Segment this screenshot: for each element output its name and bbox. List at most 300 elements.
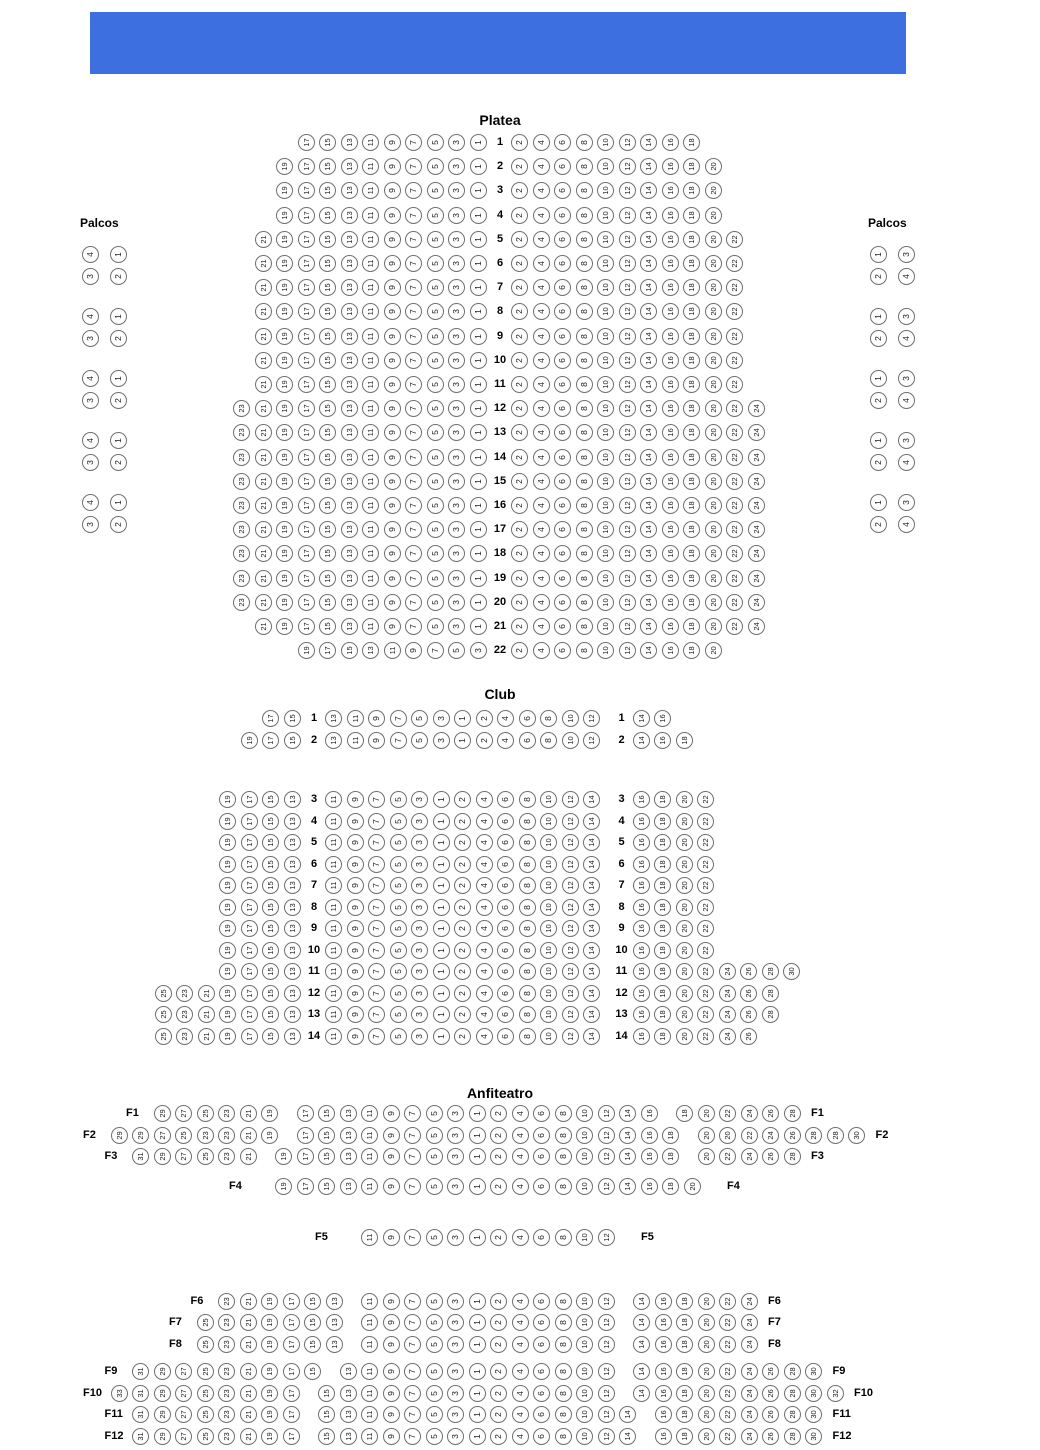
- club-seat-row-14-num-17[interactable]: 17: [241, 1028, 258, 1045]
- club-seat-row-2-num-11[interactable]: 11: [347, 732, 364, 749]
- anfiteatro-seat-row-F12-num-14[interactable]: 14: [619, 1428, 636, 1445]
- anfiteatro-seat-row-F3-num-27[interactable]: 27: [175, 1148, 192, 1165]
- platea-seat-row-22-num-6[interactable]: 6: [554, 642, 571, 659]
- anfiteatro-seat-row-F3-num-6[interactable]: 6: [533, 1148, 550, 1165]
- platea-seat-row-13-num-17[interactable]: 17: [298, 424, 315, 441]
- anfiteatro-seat-row-F12-num-5[interactable]: 5: [426, 1428, 443, 1445]
- club-seat-row-4-num-2[interactable]: 2: [454, 813, 471, 830]
- platea-seat-row-20-num-23[interactable]: 23: [233, 594, 250, 611]
- club-seat-row-11-num-28[interactable]: 28: [762, 963, 779, 980]
- anfiteatro-seat-row-F6-num-2[interactable]: 2: [490, 1293, 507, 1310]
- anfiteatro-seat-row-F11-num-26[interactable]: 26: [762, 1406, 779, 1423]
- club-seat-row-13-num-10[interactable]: 10: [540, 1006, 557, 1023]
- club-seat-row-12-num-21[interactable]: 21: [198, 985, 215, 1002]
- platea-seat-row-3-num-16[interactable]: 16: [662, 182, 679, 199]
- palco-right-2-seat-4[interactable]: 4: [898, 330, 915, 347]
- platea-seat-row-6-num-11[interactable]: 11: [362, 255, 379, 272]
- anfiteatro-seat-row-F10-num-9[interactable]: 9: [383, 1385, 400, 1402]
- anfiteatro-seat-row-F4-num-5[interactable]: 5: [426, 1178, 443, 1195]
- club-seat-row-4-num-14[interactable]: 14: [583, 813, 600, 830]
- anfiteatro-seat-row-F1-num-3[interactable]: 3: [447, 1105, 464, 1122]
- anfiteatro-seat-row-F7-num-10[interactable]: 10: [576, 1314, 593, 1331]
- club-seat-row-2-num-6[interactable]: 6: [519, 732, 536, 749]
- platea-seat-row-12-num-9[interactable]: 9: [384, 400, 401, 417]
- anfiteatro-seat-row-F12-num-22[interactable]: 22: [719, 1428, 736, 1445]
- palco-left-3-seat-3[interactable]: 3: [82, 392, 99, 409]
- platea-seat-row-3-num-1[interactable]: 1: [470, 182, 487, 199]
- anfiteatro-seat-row-F9-num-24[interactable]: 24: [741, 1363, 758, 1380]
- platea-seat-row-17-num-18[interactable]: 18: [683, 521, 700, 538]
- platea-seat-row-16-num-9[interactable]: 9: [384, 497, 401, 514]
- platea-seat-row-16-num-2[interactable]: 2: [511, 497, 528, 514]
- platea-seat-row-16-num-6[interactable]: 6: [554, 497, 571, 514]
- platea-seat-row-20-num-13[interactable]: 13: [341, 594, 358, 611]
- platea-seat-row-3-num-4[interactable]: 4: [533, 182, 550, 199]
- anfiteatro-seat-row-F4-num-4[interactable]: 4: [512, 1178, 529, 1195]
- anfiteatro-seat-row-F3-num-1[interactable]: 1: [469, 1148, 486, 1165]
- platea-seat-row-16-num-14[interactable]: 14: [640, 497, 657, 514]
- anfiteatro-seat-row-F2-num-11[interactable]: 11: [361, 1127, 378, 1144]
- platea-seat-row-20-num-17[interactable]: 17: [298, 594, 315, 611]
- platea-seat-row-11-num-15[interactable]: 15: [319, 376, 336, 393]
- club-seat-row-5-num-18[interactable]: 18: [654, 834, 671, 851]
- platea-seat-row-10-num-3[interactable]: 3: [448, 352, 465, 369]
- anfiteatro-seat-row-F9-num-13[interactable]: 13: [340, 1363, 357, 1380]
- platea-seat-row-16-num-22[interactable]: 22: [726, 497, 743, 514]
- club-seat-row-8-num-2[interactable]: 2: [454, 899, 471, 916]
- platea-seat-row-19-num-10[interactable]: 10: [597, 570, 614, 587]
- anfiteatro-seat-row-F9-num-25[interactable]: 25: [197, 1363, 214, 1380]
- anfiteatro-seat-row-F12-num-18[interactable]: 18: [676, 1428, 693, 1445]
- club-seat-row-8-num-18[interactable]: 18: [654, 899, 671, 916]
- club-seat-row-7-num-2[interactable]: 2: [454, 877, 471, 894]
- platea-seat-row-17-num-1[interactable]: 1: [470, 521, 487, 538]
- platea-seat-row-19-num-6[interactable]: 6: [554, 570, 571, 587]
- anfiteatro-seat-row-F12-num-12[interactable]: 12: [598, 1428, 615, 1445]
- platea-seat-row-9-num-15[interactable]: 15: [319, 328, 336, 345]
- platea-seat-row-6-num-10[interactable]: 10: [597, 255, 614, 272]
- club-seat-row-14-num-26[interactable]: 26: [740, 1028, 757, 1045]
- platea-seat-row-1-num-6[interactable]: 6: [554, 134, 571, 151]
- palco-left-4-seat-2[interactable]: 2: [110, 454, 127, 471]
- anfiteatro-seat-row-F3-num-23[interactable]: 23: [218, 1148, 235, 1165]
- club-seat-row-9-num-20[interactable]: 20: [676, 920, 693, 937]
- club-seat-row-13-num-14[interactable]: 14: [583, 1006, 600, 1023]
- platea-seat-row-7-num-7[interactable]: 7: [405, 279, 422, 296]
- platea-seat-row-21-num-16[interactable]: 16: [662, 618, 679, 635]
- platea-seat-row-15-num-9[interactable]: 9: [384, 473, 401, 490]
- platea-seat-row-14-num-24[interactable]: 24: [748, 449, 765, 466]
- club-seat-row-2-num-14[interactable]: 14: [633, 732, 650, 749]
- platea-seat-row-11-num-10[interactable]: 10: [597, 376, 614, 393]
- platea-seat-row-15-num-1[interactable]: 1: [470, 473, 487, 490]
- anfiteatro-seat-row-F2-num-23[interactable]: 23: [197, 1127, 214, 1144]
- platea-seat-row-6-num-20[interactable]: 20: [705, 255, 722, 272]
- platea-seat-row-11-num-14[interactable]: 14: [640, 376, 657, 393]
- platea-seat-row-12-num-16[interactable]: 16: [662, 400, 679, 417]
- club-seat-row-13-num-5[interactable]: 5: [390, 1006, 407, 1023]
- platea-seat-row-6-num-18[interactable]: 18: [683, 255, 700, 272]
- platea-seat-row-21-num-21[interactable]: 21: [255, 618, 272, 635]
- platea-seat-row-11-num-12[interactable]: 12: [619, 376, 636, 393]
- club-seat-row-13-num-26[interactable]: 26: [740, 1006, 757, 1023]
- anfiteatro-seat-row-F11-num-23[interactable]: 23: [218, 1406, 235, 1423]
- palco-right-1-seat-2[interactable]: 2: [870, 268, 887, 285]
- club-seat-row-1-num-7[interactable]: 7: [390, 710, 407, 727]
- platea-seat-row-3-num-9[interactable]: 9: [384, 182, 401, 199]
- anfiteatro-seat-row-F2-num-20[interactable]: 20: [698, 1127, 715, 1144]
- platea-seat-row-1-num-13[interactable]: 13: [341, 134, 358, 151]
- platea-seat-row-3-num-11[interactable]: 11: [362, 182, 379, 199]
- club-seat-row-10-num-12[interactable]: 12: [562, 942, 579, 959]
- club-seat-row-2-num-8[interactable]: 8: [540, 732, 557, 749]
- club-seat-row-12-num-13[interactable]: 13: [284, 985, 301, 1002]
- platea-seat-row-19-num-19[interactable]: 19: [276, 570, 293, 587]
- club-seat-row-1-num-5[interactable]: 5: [411, 710, 428, 727]
- anfiteatro-seat-row-F4-num-16[interactable]: 16: [641, 1178, 658, 1195]
- anfiteatro-seat-row-F8-num-12[interactable]: 12: [598, 1336, 615, 1353]
- platea-seat-row-9-num-6[interactable]: 6: [554, 328, 571, 345]
- anfiteatro-seat-row-F11-num-6[interactable]: 6: [533, 1406, 550, 1423]
- anfiteatro-seat-row-F9-num-15[interactable]: 15: [304, 1363, 321, 1380]
- platea-seat-row-17-num-10[interactable]: 10: [597, 521, 614, 538]
- anfiteatro-seat-row-F11-num-29[interactable]: 29: [154, 1406, 171, 1423]
- club-seat-row-2-num-4[interactable]: 4: [497, 732, 514, 749]
- platea-seat-row-11-num-18[interactable]: 18: [683, 376, 700, 393]
- platea-seat-row-14-num-11[interactable]: 11: [362, 449, 379, 466]
- anfiteatro-seat-row-F7-num-20[interactable]: 20: [698, 1314, 715, 1331]
- platea-seat-row-11-num-20[interactable]: 20: [705, 376, 722, 393]
- platea-seat-row-18-num-16[interactable]: 16: [662, 545, 679, 562]
- club-seat-row-13-num-15[interactable]: 15: [262, 1006, 279, 1023]
- club-seat-row-5-num-7[interactable]: 7: [368, 834, 385, 851]
- club-seat-row-5-num-19[interactable]: 19: [219, 834, 236, 851]
- platea-seat-row-20-num-15[interactable]: 15: [319, 594, 336, 611]
- anfiteatro-seat-row-F6-num-16[interactable]: 16: [655, 1293, 672, 1310]
- anfiteatro-seat-row-F6-num-4[interactable]: 4: [512, 1293, 529, 1310]
- club-seat-row-8-num-19[interactable]: 19: [219, 899, 236, 916]
- club-seat-row-14-num-24[interactable]: 24: [719, 1028, 736, 1045]
- anfiteatro-seat-row-F11-num-11[interactable]: 11: [361, 1406, 378, 1423]
- platea-seat-row-7-num-4[interactable]: 4: [533, 279, 550, 296]
- club-seat-row-13-num-21[interactable]: 21: [198, 1006, 215, 1023]
- platea-seat-row-5-num-9[interactable]: 9: [384, 231, 401, 248]
- platea-seat-row-18-num-24[interactable]: 24: [748, 545, 765, 562]
- anfiteatro-seat-row-F8-num-6[interactable]: 6: [533, 1336, 550, 1353]
- platea-seat-row-2-num-7[interactable]: 7: [405, 158, 422, 175]
- palco-right-3-seat-3[interactable]: 3: [898, 370, 915, 387]
- anfiteatro-seat-row-F2-num-14[interactable]: 14: [619, 1127, 636, 1144]
- platea-seat-row-19-num-7[interactable]: 7: [405, 570, 422, 587]
- platea-seat-row-5-num-3[interactable]: 3: [448, 231, 465, 248]
- platea-seat-row-15-num-6[interactable]: 6: [554, 473, 571, 490]
- platea-seat-row-6-num-8[interactable]: 8: [576, 255, 593, 272]
- anfiteatro-seat-row-F11-num-20[interactable]: 20: [698, 1406, 715, 1423]
- platea-seat-row-17-num-9[interactable]: 9: [384, 521, 401, 538]
- club-seat-row-12-num-20[interactable]: 20: [676, 985, 693, 1002]
- platea-seat-row-6-num-7[interactable]: 7: [405, 255, 422, 272]
- platea-seat-row-14-num-20[interactable]: 20: [705, 449, 722, 466]
- anfiteatro-seat-row-F6-num-23[interactable]: 23: [218, 1293, 235, 1310]
- anfiteatro-seat-row-F7-num-22[interactable]: 22: [719, 1314, 736, 1331]
- club-seat-row-11-num-22[interactable]: 22: [697, 963, 714, 980]
- anfiteatro-seat-row-F8-num-11[interactable]: 11: [361, 1336, 378, 1353]
- platea-seat-row-8-num-2[interactable]: 2: [511, 303, 528, 320]
- anfiteatro-seat-row-F11-num-13[interactable]: 13: [340, 1406, 357, 1423]
- anfiteatro-seat-row-F1-num-26[interactable]: 26: [762, 1105, 779, 1122]
- platea-seat-row-15-num-16[interactable]: 16: [662, 473, 679, 490]
- platea-seat-row-13-num-2[interactable]: 2: [511, 424, 528, 441]
- club-seat-row-4-num-12[interactable]: 12: [562, 813, 579, 830]
- anfiteatro-seat-row-F9-num-6[interactable]: 6: [533, 1363, 550, 1380]
- palco-left-4-seat-1[interactable]: 1: [110, 432, 127, 449]
- platea-seat-row-18-num-13[interactable]: 13: [341, 545, 358, 562]
- club-seat-row-3-num-5[interactable]: 5: [390, 791, 407, 808]
- anfiteatro-seat-row-F4-num-11[interactable]: 11: [361, 1178, 378, 1195]
- platea-seat-row-8-num-3[interactable]: 3: [448, 303, 465, 320]
- platea-seat-row-8-num-22[interactable]: 22: [726, 303, 743, 320]
- anfiteatro-seat-row-F7-num-19[interactable]: 19: [261, 1314, 278, 1331]
- club-seat-row-2-num-17[interactable]: 17: [262, 732, 279, 749]
- anfiteatro-seat-row-F4-num-10[interactable]: 10: [576, 1178, 593, 1195]
- platea-seat-row-18-num-21[interactable]: 21: [255, 545, 272, 562]
- anfiteatro-seat-row-F6-num-3[interactable]: 3: [447, 1293, 464, 1310]
- platea-seat-row-22-num-2[interactable]: 2: [511, 642, 528, 659]
- platea-seat-row-5-num-7[interactable]: 7: [405, 231, 422, 248]
- anfiteatro-seat-row-F1-num-20[interactable]: 20: [698, 1105, 715, 1122]
- anfiteatro-seat-row-F6-num-11[interactable]: 11: [361, 1293, 378, 1310]
- anfiteatro-seat-row-F10-num-22[interactable]: 22: [719, 1385, 736, 1402]
- platea-seat-row-17-num-22[interactable]: 22: [726, 521, 743, 538]
- platea-seat-row-22-num-18[interactable]: 18: [683, 642, 700, 659]
- club-seat-row-13-num-17[interactable]: 17: [241, 1006, 258, 1023]
- anfiteatro-seat-row-F11-num-19[interactable]: 19: [261, 1406, 278, 1423]
- club-seat-row-11-num-7[interactable]: 7: [368, 963, 385, 980]
- anfiteatro-seat-row-F10-num-32[interactable]: 32: [827, 1385, 844, 1402]
- platea-seat-row-1-num-11[interactable]: 11: [362, 134, 379, 151]
- platea-seat-row-2-num-5[interactable]: 5: [427, 158, 444, 175]
- platea-seat-row-3-num-18[interactable]: 18: [683, 182, 700, 199]
- platea-seat-row-4-num-14[interactable]: 14: [640, 207, 657, 224]
- platea-seat-row-4-num-4[interactable]: 4: [533, 207, 550, 224]
- platea-seat-row-14-num-8[interactable]: 8: [576, 449, 593, 466]
- anfiteatro-seat-row-F3-num-8[interactable]: 8: [555, 1148, 572, 1165]
- club-seat-row-5-num-8[interactable]: 8: [519, 834, 536, 851]
- club-seat-row-1-num-16[interactable]: 16: [654, 710, 671, 727]
- platea-seat-row-9-num-10[interactable]: 10: [597, 328, 614, 345]
- platea-seat-row-15-num-24[interactable]: 24: [748, 473, 765, 490]
- platea-seat-row-17-num-6[interactable]: 6: [554, 521, 571, 538]
- club-seat-row-9-num-9[interactable]: 9: [347, 920, 364, 937]
- platea-seat-row-1-num-7[interactable]: 7: [405, 134, 422, 151]
- platea-seat-row-19-num-8[interactable]: 8: [576, 570, 593, 587]
- anfiteatro-seat-row-F10-num-5[interactable]: 5: [426, 1385, 443, 1402]
- club-seat-row-10-num-18[interactable]: 18: [654, 942, 671, 959]
- platea-seat-row-6-num-19[interactable]: 19: [276, 255, 293, 272]
- anfiteatro-seat-row-F7-num-24[interactable]: 24: [741, 1314, 758, 1331]
- platea-seat-row-17-num-12[interactable]: 12: [619, 521, 636, 538]
- club-seat-row-8-num-10[interactable]: 10: [540, 899, 557, 916]
- platea-seat-row-15-num-23[interactable]: 23: [233, 473, 250, 490]
- anfiteatro-seat-row-F8-num-2[interactable]: 2: [490, 1336, 507, 1353]
- palco-left-2-seat-3[interactable]: 3: [82, 330, 99, 347]
- anfiteatro-seat-row-F8-num-16[interactable]: 16: [655, 1336, 672, 1353]
- platea-seat-row-16-num-18[interactable]: 18: [683, 497, 700, 514]
- platea-seat-row-21-num-5[interactable]: 5: [427, 618, 444, 635]
- platea-seat-row-22-num-20[interactable]: 20: [705, 642, 722, 659]
- platea-seat-row-9-num-12[interactable]: 12: [619, 328, 636, 345]
- platea-seat-row-18-num-9[interactable]: 9: [384, 545, 401, 562]
- platea-seat-row-10-num-17[interactable]: 17: [298, 352, 315, 369]
- platea-seat-row-10-num-19[interactable]: 19: [276, 352, 293, 369]
- club-seat-row-10-num-5[interactable]: 5: [390, 942, 407, 959]
- anfiteatro-seat-row-F3-num-4[interactable]: 4: [512, 1148, 529, 1165]
- platea-seat-row-21-num-24[interactable]: 24: [748, 618, 765, 635]
- anfiteatro-seat-row-F4-num-19[interactable]: 19: [275, 1178, 292, 1195]
- anfiteatro-seat-row-F2-num-15[interactable]: 15: [318, 1127, 335, 1144]
- anfiteatro-seat-row-F6-num-9[interactable]: 9: [383, 1293, 400, 1310]
- club-seat-row-3-num-17[interactable]: 17: [241, 791, 258, 808]
- platea-seat-row-16-num-21[interactable]: 21: [255, 497, 272, 514]
- anfiteatro-seat-row-F1-num-29[interactable]: 29: [154, 1105, 171, 1122]
- anfiteatro-seat-row-F10-num-26[interactable]: 26: [762, 1385, 779, 1402]
- platea-seat-row-22-num-3[interactable]: 3: [470, 642, 487, 659]
- palco-right-5-seat-3[interactable]: 3: [898, 494, 915, 511]
- platea-seat-row-20-num-4[interactable]: 4: [533, 594, 550, 611]
- platea-seat-row-14-num-10[interactable]: 10: [597, 449, 614, 466]
- anfiteatro-seat-row-F2-num-16[interactable]: 16: [641, 1127, 658, 1144]
- anfiteatro-seat-row-F11-num-10[interactable]: 10: [576, 1406, 593, 1423]
- anfiteatro-seat-row-F2-num-29[interactable]: 29: [132, 1127, 149, 1144]
- club-seat-row-2-num-18[interactable]: 18: [676, 732, 693, 749]
- platea-seat-row-16-num-11[interactable]: 11: [362, 497, 379, 514]
- club-seat-row-7-num-14[interactable]: 14: [583, 877, 600, 894]
- platea-seat-row-3-num-15[interactable]: 15: [319, 182, 336, 199]
- anfiteatro-seat-row-F5-num-7[interactable]: 7: [404, 1229, 421, 1246]
- platea-seat-row-8-num-4[interactable]: 4: [533, 303, 550, 320]
- anfiteatro-seat-row-F4-num-15[interactable]: 15: [318, 1178, 335, 1195]
- platea-seat-row-9-num-11[interactable]: 11: [362, 328, 379, 345]
- club-seat-row-9-num-16[interactable]: 16: [633, 920, 650, 937]
- anfiteatro-seat-row-F1-num-12[interactable]: 12: [598, 1105, 615, 1122]
- platea-seat-row-22-num-9[interactable]: 9: [405, 642, 422, 659]
- platea-seat-row-14-num-12[interactable]: 12: [619, 449, 636, 466]
- club-seat-row-8-num-17[interactable]: 17: [241, 899, 258, 916]
- anfiteatro-seat-row-F10-num-6[interactable]: 6: [533, 1385, 550, 1402]
- anfiteatro-seat-row-F1-num-8[interactable]: 8: [555, 1105, 572, 1122]
- club-seat-row-12-num-6[interactable]: 6: [497, 985, 514, 1002]
- palco-left-5-seat-2[interactable]: 2: [110, 516, 127, 533]
- club-seat-row-6-num-5[interactable]: 5: [390, 856, 407, 873]
- platea-seat-row-8-num-1[interactable]: 1: [470, 303, 487, 320]
- platea-seat-row-12-num-14[interactable]: 14: [640, 400, 657, 417]
- club-seat-row-11-num-14[interactable]: 14: [583, 963, 600, 980]
- club-seat-row-14-num-14[interactable]: 14: [583, 1028, 600, 1045]
- club-seat-row-9-num-7[interactable]: 7: [368, 920, 385, 937]
- club-seat-row-11-num-13[interactable]: 13: [284, 963, 301, 980]
- anfiteatro-seat-row-F11-num-1[interactable]: 1: [469, 1406, 486, 1423]
- platea-seat-row-18-num-14[interactable]: 14: [640, 545, 657, 562]
- club-seat-row-1-num-12[interactable]: 12: [583, 710, 600, 727]
- club-seat-row-9-num-15[interactable]: 15: [262, 920, 279, 937]
- platea-seat-row-17-num-16[interactable]: 16: [662, 521, 679, 538]
- anfiteatro-seat-row-F6-num-5[interactable]: 5: [426, 1293, 443, 1310]
- platea-seat-row-17-num-4[interactable]: 4: [533, 521, 550, 538]
- anfiteatro-seat-row-F8-num-15[interactable]: 15: [304, 1336, 321, 1353]
- platea-seat-row-10-num-9[interactable]: 9: [384, 352, 401, 369]
- platea-seat-row-5-num-14[interactable]: 14: [640, 231, 657, 248]
- club-seat-row-11-num-16[interactable]: 16: [633, 963, 650, 980]
- club-seat-row-8-num-7[interactable]: 7: [368, 899, 385, 916]
- anfiteatro-seat-row-F1-num-6[interactable]: 6: [533, 1105, 550, 1122]
- platea-seat-row-7-num-21[interactable]: 21: [255, 279, 272, 296]
- anfiteatro-seat-row-F2-num-25[interactable]: 25: [175, 1127, 192, 1144]
- platea-seat-row-19-num-13[interactable]: 13: [341, 570, 358, 587]
- club-seat-row-2-num-12[interactable]: 12: [583, 732, 600, 749]
- anfiteatro-seat-row-F8-num-9[interactable]: 9: [383, 1336, 400, 1353]
- club-seat-row-14-num-2[interactable]: 2: [454, 1028, 471, 1045]
- platea-seat-row-13-num-23[interactable]: 23: [233, 424, 250, 441]
- club-seat-row-10-num-13[interactable]: 13: [284, 942, 301, 959]
- platea-seat-row-3-num-10[interactable]: 10: [597, 182, 614, 199]
- platea-seat-row-15-num-13[interactable]: 13: [341, 473, 358, 490]
- platea-seat-row-20-num-14[interactable]: 14: [640, 594, 657, 611]
- club-seat-row-11-num-24[interactable]: 24: [719, 963, 736, 980]
- platea-seat-row-8-num-16[interactable]: 16: [662, 303, 679, 320]
- platea-seat-row-1-num-17[interactable]: 17: [298, 134, 315, 151]
- platea-seat-row-6-num-22[interactable]: 22: [726, 255, 743, 272]
- platea-seat-row-12-num-21[interactable]: 21: [255, 400, 272, 417]
- platea-seat-row-3-num-6[interactable]: 6: [554, 182, 571, 199]
- club-seat-row-4-num-3[interactable]: 3: [411, 813, 428, 830]
- platea-seat-row-14-num-23[interactable]: 23: [233, 449, 250, 466]
- platea-seat-row-2-num-15[interactable]: 15: [319, 158, 336, 175]
- palco-right-5-seat-1[interactable]: 1: [870, 494, 887, 511]
- platea-seat-row-1-num-15[interactable]: 15: [319, 134, 336, 151]
- platea-seat-row-17-num-13[interactable]: 13: [341, 521, 358, 538]
- platea-seat-row-4-num-9[interactable]: 9: [384, 207, 401, 224]
- club-seat-row-7-num-5[interactable]: 5: [390, 877, 407, 894]
- platea-seat-row-10-num-18[interactable]: 18: [683, 352, 700, 369]
- palco-left-3-seat-2[interactable]: 2: [110, 392, 127, 409]
- club-seat-row-13-num-9[interactable]: 9: [347, 1006, 364, 1023]
- club-seat-row-14-num-5[interactable]: 5: [390, 1028, 407, 1045]
- anfiteatro-seat-row-F3-num-12[interactable]: 12: [598, 1148, 615, 1165]
- club-seat-row-14-num-9[interactable]: 9: [347, 1028, 364, 1045]
- platea-seat-row-10-num-4[interactable]: 4: [533, 352, 550, 369]
- anfiteatro-seat-row-F9-num-21[interactable]: 21: [240, 1363, 257, 1380]
- platea-seat-row-7-num-17[interactable]: 17: [298, 279, 315, 296]
- anfiteatro-seat-row-F2-num-27[interactable]: 27: [154, 1127, 171, 1144]
- anfiteatro-seat-row-F3-num-16[interactable]: 16: [641, 1148, 658, 1165]
- palco-right-4-seat-3[interactable]: 3: [898, 432, 915, 449]
- anfiteatro-seat-row-F9-num-22[interactable]: 22: [719, 1363, 736, 1380]
- platea-seat-row-20-num-18[interactable]: 18: [683, 594, 700, 611]
- club-seat-row-3-num-12[interactable]: 12: [562, 791, 579, 808]
- anfiteatro-seat-row-F9-num-28[interactable]: 28: [784, 1363, 801, 1380]
- platea-seat-row-6-num-4[interactable]: 4: [533, 255, 550, 272]
- platea-seat-row-2-num-13[interactable]: 13: [341, 158, 358, 175]
- club-seat-row-7-num-4[interactable]: 4: [476, 877, 493, 894]
- club-seat-row-9-num-8[interactable]: 8: [519, 920, 536, 937]
- platea-seat-row-22-num-16[interactable]: 16: [662, 642, 679, 659]
- anfiteatro-seat-row-F3-num-24[interactable]: 24: [741, 1148, 758, 1165]
- platea-seat-row-13-num-24[interactable]: 24: [748, 424, 765, 441]
- palco-right-4-seat-4[interactable]: 4: [898, 454, 915, 471]
- anfiteatro-seat-row-F11-num-12[interactable]: 12: [598, 1406, 615, 1423]
- platea-seat-row-18-num-10[interactable]: 10: [597, 545, 614, 562]
- anfiteatro-seat-row-F4-num-6[interactable]: 6: [533, 1178, 550, 1195]
